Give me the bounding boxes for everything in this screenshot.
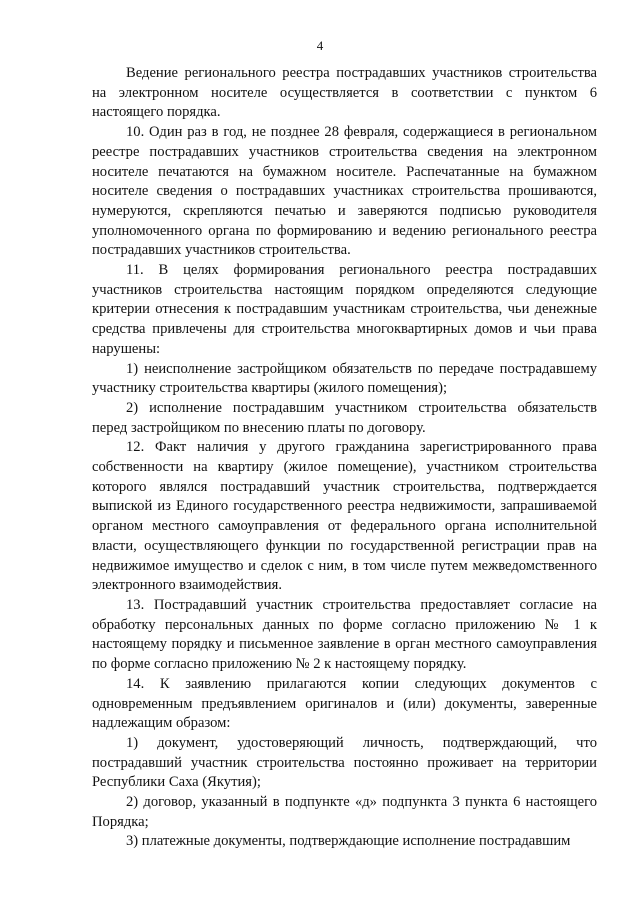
paragraph-11-item-1: 1) неисполнение застройщиком обязательств по передаче пострадавшему участнику строительства квартиры (жилого помещения); (92, 360, 597, 397)
paragraph-14-item-1: 1) документ, удостоверяющий личность, подтверждающий, что пострадавший участник строительства постоянно проживает на территории Республики Саха (Якутия); (92, 734, 597, 791)
page-number: 4 (316, 38, 324, 53)
paragraph-12: 12. Факт наличия у другого гражданина зарегистрированного права собственности на квартиру (жилое помещение), участником строительства которого являлся пострадавший участник строительства, подтверждается выпиской из Единого государственного реестра недвижимости, запрашиваемой органом местного самоуправления от федерального органа исполнительной власти, осуществляющего функции по государственной регистрации прав на недвижимое имущество и сделок с ним, в том числе путем межведомственного электронного взаимодействия. (92, 439, 597, 594)
paragraph-10: 10. Один раз в год, не позднее 28 февраля, содержащиеся в региональном реестре пострадавших участников строительства сведения на электронном носителе печатаются на бумажном носителе. Распечатанные на бумажном носителе сведения о пострадавших участниках строительства прошиваются, нумеруются, скрепляются печатью и заверяются подписью руководителя уполномоченного органа по формированию и ведению регионального реестра пострадавших участников строительства. (92, 124, 597, 259)
paragraph-14: 14. К заявлению прилагаются копии следующих документов с одновременным предъявлением оригиналов и (или) документы, заверенные надлежащим образом: (92, 675, 597, 732)
document-body (92, 64, 597, 852)
paragraph-11: 11. В целях формирования регионального реестра пострадавших участников строительства настоящим порядком определяются следующие критерии отнесения к пострадавшим участникам строительства, чьи денежные средства привлечены для строительства многоквартирных домов и чьи права нарушены: (92, 262, 597, 357)
paragraph-14-item-3: 3) платежные документы, подтверждающие исполнение пострадавшим (126, 833, 571, 850)
paragraph-14-item-2: 2) договор, указанный в подпункте «д» подпункта 3 пункта 6 настоящего Порядка; (92, 794, 597, 830)
paragraph-11-item-2: 2) исполнение пострадавшим участником строительства обязательств перед застройщиком по внесению платы по договору. (92, 399, 597, 436)
paragraph-13: 13. Пострадавший участник строительства предоставляет согласие на обработку персональных данных по форме согласно приложению № 1 к настоящему порядку и письменное заявление в орган местного самоуправления по форме согласно приложению № 2 к настоящему порядку. (92, 596, 597, 673)
paragraph-intro: Ведение регионального реестра пострадавших участников строительства на электронном носителе осуществляется в соответствии с пунктом 6 настоящего порядка. (92, 65, 597, 121)
